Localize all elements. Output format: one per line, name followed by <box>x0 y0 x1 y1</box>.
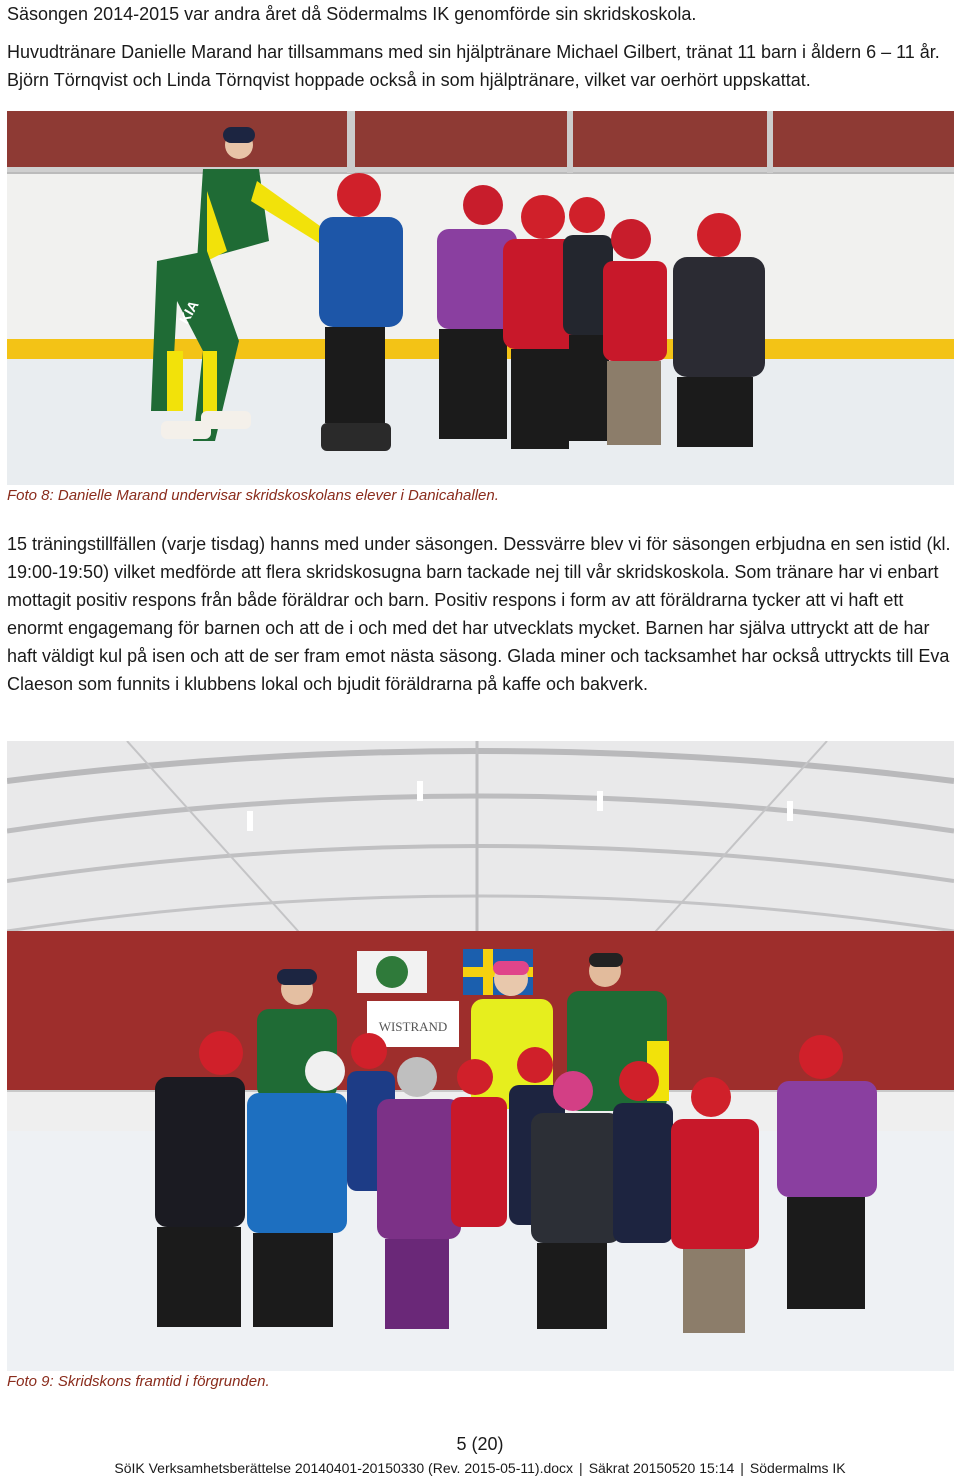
photo-9-group-portrait <box>7 741 954 1371</box>
footer-document-name: SöIK Verksamhetsberättelse 20140401-20150330 (Rev. 2015-05-11).docx <box>114 1460 574 1476</box>
coaches-paragraph: Huvudtränare Danielle Marand har tillsammans med sin hjälptränare Michael Gilbert, tränat 11 barn i åldern 6 – 11 år. Björn Törnqvist och Linda Törnqvist hoppade också in som hjälptränare, vilket var oerhört uppskattat. <box>7 42 940 90</box>
footer-separator: | <box>579 1460 583 1476</box>
footer-separator: | <box>740 1460 744 1476</box>
rink-sign: WISTRAND <box>378 1019 448 1034</box>
jacket-lettering: KIA <box>175 297 202 327</box>
photo-8-caption: Foto 8: Danielle Marand undervisar skridskoskolans elever i Danicahallen. <box>7 487 499 504</box>
footer-club-name: Södermalms IK <box>749 1460 846 1476</box>
photo-9-caption: Foto 9: Skridskons framtid i förgrunden. <box>7 1373 270 1390</box>
page-number: 5 (20) <box>456 1434 504 1454</box>
season-summary-paragraph: 15 träningstillfällen (varje tisdag) hanns med under säsongen. Dessvärre blev vi för säsongen erbjudna en sen istid (kl. 19:00-19:50) vilket medförde att flera skridskosugna barn tackade nej till vår skridskoskola. Som tränare har vi enbart mottagit positiv respons från både föräldrar och barn. Positiv respons i form av att föräldrarna tycker att vi haft ett enormt engagemang för barnen och att de i och med det har utvecklats mycket. Barnen har själva uttryckt att de har haft väldigt kul på isen och att de ser fram emot nästa säsong. Glada miner och tacksamhet har också uttryckts till Eva Claeson som funnits i klubbens lokal och bjudit föräldrarna på kaffe och bakverk. <box>7 534 951 694</box>
document-footer <box>0 1460 960 1476</box>
photo-8-ice-lesson <box>7 111 954 485</box>
intro-paragraph: Säsongen 2014-2015 var andra året då Södermalms IK genomförde sin skridskoskola. <box>7 4 697 24</box>
footer-saved-timestamp: Säkrat 20150520 15:14 <box>588 1460 735 1476</box>
